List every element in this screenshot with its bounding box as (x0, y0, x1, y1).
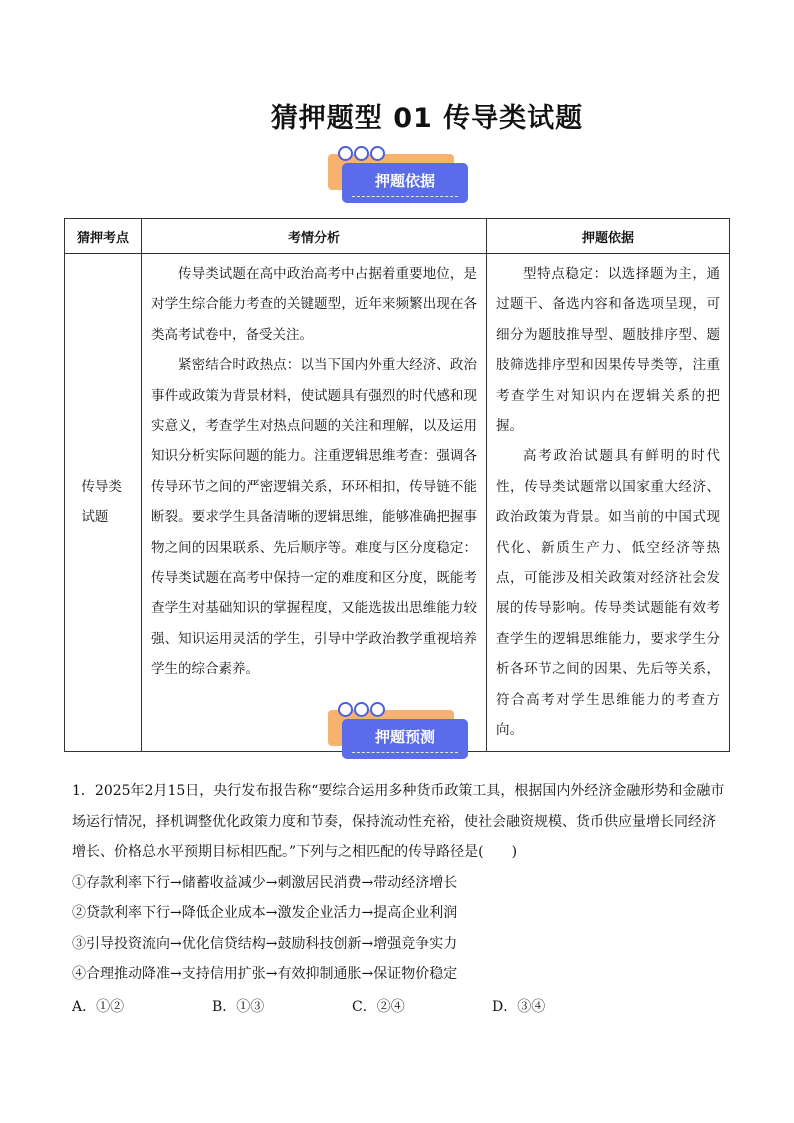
basis-table (64, 218, 730, 752)
question-item: ④合理推动降准→支持信用扩张→有效抑制通胀→保证物价稳定 (72, 966, 458, 982)
question-stem-line: 1．2025年2月15日，央行发布报告称“要综合运用多种货币政策工具，根据国内外经济金融形势和金融市 (72, 783, 725, 799)
ring-icon (370, 702, 385, 717)
basis-paragraph: 高考政治试题具有鲜明的时代性，传导类试题常以国家重大经济、政治政策为背景。如当前的中国式现代化、新质生产力、低空经济等热点，可能涉及相关政策对经济社会发展的传导影响。传导类试题能有效考查学生的逻辑思维能力，要求学生分析各环节之间的因果、先后等关系，符合高考对学生思维能力的考查方向。 (496, 448, 720, 739)
answer-options (72, 992, 732, 1022)
banner-label (342, 163, 468, 203)
analysis-cell (142, 254, 487, 752)
banner-label (342, 719, 468, 759)
analysis-paragraph: 传导类试题在高中政治高考中占据着重要地位，是对学生综合能力考查的关键题型，近年来频繁出现在各类高考试卷中，备受关注。 (151, 266, 477, 343)
question-item: ②贷款利率下行→降低企业成本→激发企业活力→提高企业利润 (72, 905, 458, 921)
section-banner-forecast (328, 702, 470, 764)
dashed-line (352, 196, 458, 197)
table-header-row (65, 219, 730, 254)
question-stem-line: 增长、价格总水平预期目标相匹配。”下列与之相匹配的传导路径是( ) (72, 844, 518, 860)
ring-icon (370, 146, 385, 161)
page-title: 猜押题型 01 传导类试题 (270, 103, 584, 134)
topic-cell (65, 254, 142, 752)
header-basis: 押题依据 (487, 219, 730, 254)
ring-icon (338, 702, 353, 717)
ring-icon (338, 146, 353, 161)
option-b[interactable]: B．①③ (212, 998, 265, 1015)
question-item: ③引导投资流向→优化信贷结构→鼓励科技创新→增强竞争实力 (72, 935, 458, 952)
table-row (65, 254, 730, 752)
header-topic: 猜押考点 (65, 219, 142, 254)
option-a[interactable]: A．①② (72, 998, 125, 1015)
analysis-paragraph: 紧密结合时政热点：以当下国内外重大经济、政治事件或政策为背景材料，使试题具有强烈的时代感和现实意义，考查学生对热点问题的关注和理解，以及运用知识分析实际问题的能力。注重逻辑思维考查：强调各传导环节之间的严密逻辑关系，环环相扣，传导链不能断裂。要求学生具备清晰的逻辑思维，能够准确把握事物之间的因果联系、先后顺序等。难度与区分度稳定：传导类试题在高考中保持一定的难度和区分度，既能考查学生对基础知识的掌握程度，又能选拔出思维能力较强、知识运用灵活的学生，引导中学政治教学重视培养学生的综合素养。 (151, 357, 477, 678)
option-d[interactable]: D．③④ (492, 998, 546, 1015)
banner-text: 押题依据 (374, 172, 435, 190)
ring-icon (354, 702, 369, 717)
topic-text: 传导类试题 (81, 479, 122, 526)
option-c[interactable]: C．②④ (352, 998, 405, 1015)
basis-cell (487, 254, 730, 752)
ring-icon (354, 146, 369, 161)
basis-paragraph: 型特点稳定：以选择题为主，通过题干、备选内容和备选项呈现，可细分为题肢推导型、题肢排序型、题肢筛选排序型和因果传导类等，注重考查学生对知识内在逻辑关系的把握。 (496, 266, 720, 435)
question-stem-line: 场运行情况，择机调整优化政策力度和节奏，保持流动性充裕，使社会融资规模、货币供应量增长同经济 (72, 813, 716, 830)
question-block (72, 776, 732, 1022)
banner-text: 押题预测 (374, 728, 435, 746)
section-banner-basis (328, 146, 470, 208)
header-analysis: 考情分析 (142, 219, 487, 254)
dashed-line (352, 752, 458, 753)
question-item: ①存款利率下行→储蓄收益减少→刺激居民消费→带动经济增长 (72, 874, 458, 891)
